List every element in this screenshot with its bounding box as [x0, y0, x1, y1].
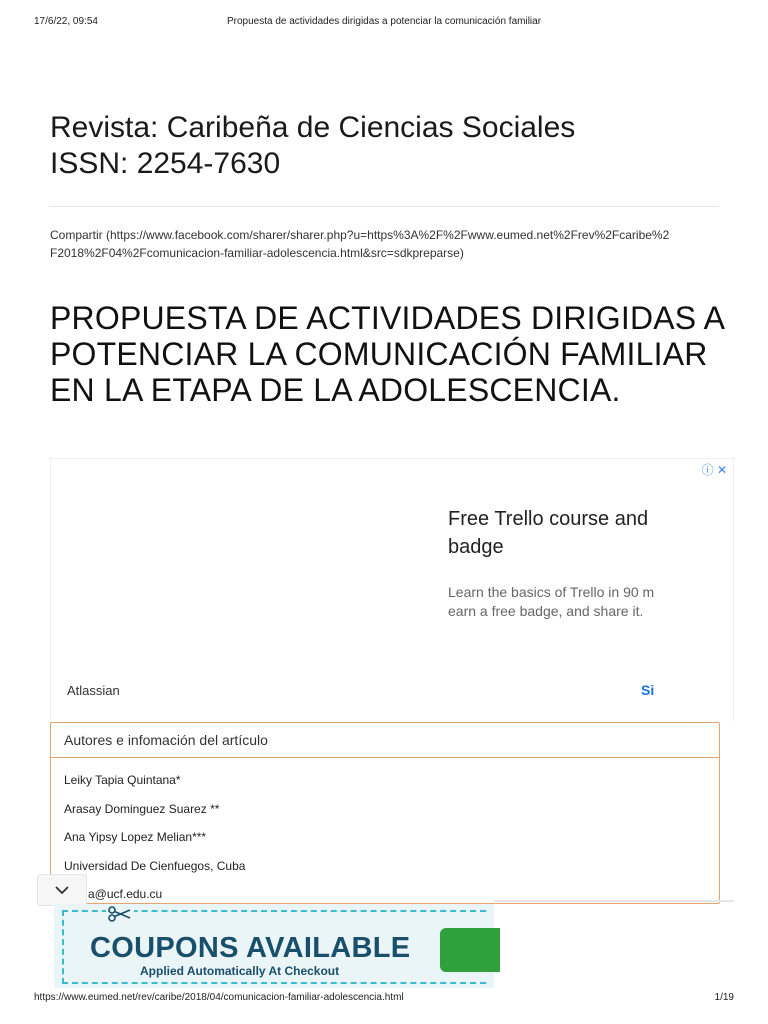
- divider: [50, 206, 718, 207]
- list-item: Leiky Tapia Quintana*: [64, 773, 181, 787]
- coupon-button[interactable]: [440, 928, 500, 972]
- print-page-title: Propuesta de actividades dirigidas a potenciar la comunicación familiar: [226, 16, 542, 27]
- chevron-down-icon: [55, 885, 69, 895]
- print-datetime: 17/6/22, 09:54: [34, 16, 98, 27]
- scissors-icon: [106, 906, 134, 927]
- coupon-advertisement[interactable]: [54, 904, 494, 988]
- adchoices-icon[interactable]: ⓘ ✕: [701, 463, 727, 477]
- print-url: https://www.eumed.net/rev/caribe/2018/04/comunicacion-familiar-adolescencia.html: [34, 992, 404, 1003]
- advertisement[interactable]: [50, 458, 734, 721]
- share-link[interactable]: Compartir (https://www.facebook.com/sharer/sharer.php?u=https%3A%2F%2Fwww.eumed.net%2Frev%2Fcaribe%2F2018%2F04%2Fcomunicacion-familiar-adolescencia.html&src=sdkpreparse): [50, 228, 670, 260]
- coupon-title: COUPONS AVAILABLE: [90, 932, 411, 964]
- page-number: 1/19: [714, 992, 734, 1003]
- coupon-subtitle: Applied Automatically At Checkout: [140, 964, 340, 978]
- collapse-ad-button[interactable]: [37, 874, 87, 906]
- article-title: PROPUESTA DE ACTIVIDADES DIRIGIDAS A POTENCIAR LA COMUNICACIÓN FAMILIAR EN LA ETAPA DE LA ADOLESCENCIA.: [50, 300, 724, 408]
- journal-issn: ISSN: 2254-7630: [50, 147, 281, 180]
- ad-body: Learn the basics of Trello in 90 m earn a free badge, and share it.: [448, 584, 655, 619]
- list-item: Arasay Dominguez Suarez **: [64, 801, 220, 816]
- journal-name: Revista: Caribeña de Ciencias Sociales: [50, 111, 576, 144]
- ad-advertiser: Atlassian: [67, 683, 120, 698]
- authors-box-heading[interactable]: Autores e infomación del artículo: [51, 723, 719, 758]
- authors-info-box: [50, 722, 720, 904]
- journal-heading: [50, 110, 575, 182]
- list-item: a@ucf.edu.cu: [88, 887, 163, 901]
- list-item: Universidad De Cienfuegos, Cuba: [64, 858, 246, 873]
- list-item: Ana Yipsy Lopez Melian***: [64, 830, 207, 844]
- ad-cta-button[interactable]: Si: [641, 682, 655, 698]
- ad-headline[interactable]: Free Trello course and badge: [448, 508, 649, 558]
- ad-edge: [494, 900, 734, 902]
- coupon-frame: [62, 910, 486, 984]
- authors-list: [51, 758, 719, 909]
